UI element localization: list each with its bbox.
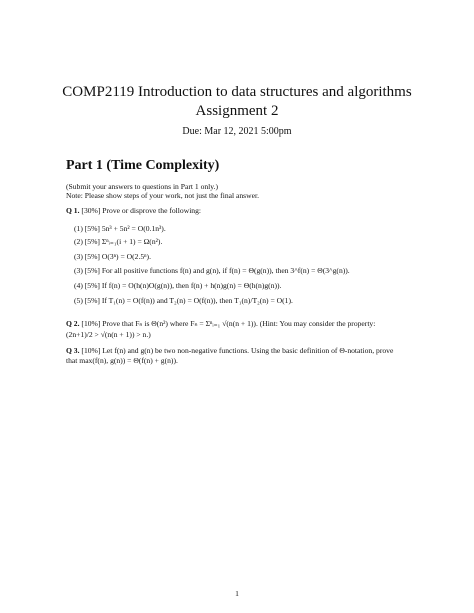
q3-label: Q 3. [66, 346, 80, 355]
question-1 [66, 206, 201, 216]
due-date: Due: Mar 12, 2021 5:00pm [182, 126, 292, 137]
q2-line1: [10%] Prove that Fₙ is Θ(n²) where Fₙ = Σⁿᵢ₌₁ √(n(n + 1)). (Hint: You may consider the property: [81, 319, 376, 328]
submit-note: (Submit your answers to questions in Part 1 only.) [66, 182, 219, 191]
q1-text: [30%] Prove or disprove the following: [81, 206, 202, 215]
q3-line2: that max(f(n), g(n)) = Θ(f(n) + g(n)). [66, 356, 178, 365]
question-3 [66, 346, 393, 356]
q2-label: Q 2. [66, 319, 80, 328]
q3-line1: [10%] Let f(n) and g(n) be two non-negative functions. Using the basic definition of Θ-notation, prove [81, 346, 394, 355]
q1-item-5: (5) [5%] If T₁(n) = O(f(n)) and T₂(n) = O(f(n)), then T₁(n)/T₂(n) = O(1). [74, 296, 293, 305]
question-2 [66, 319, 375, 329]
q1-item-4: (4) [5%] If f(n) = O(h(n)O(g(n)), then f(n) + h(n)g(n) = Θ(h(n)g(n)). [74, 281, 282, 290]
q2-line2: (2n+1)/2 > √(n(n + 1)) > n.) [66, 330, 151, 339]
q1-item-2: (2) [5%] Σⁿᵢ₌₁(i + 1) = Ω(n²). [74, 237, 163, 246]
part-heading: Part 1 (Time Complexity) [66, 158, 220, 173]
page-number: 1 [235, 589, 239, 598]
q1-item-3b: (3) [5%] For all positive functions f(n) and g(n), if f(n) = Θ(g(n)), then 3^f(n) = Θ(3^g(n)). [74, 266, 350, 275]
q1-item-3: (3) [5%] O(3ⁿ) = O(2.5ⁿ). [74, 252, 151, 261]
steps-note: Note: Please show steps of your work, not just the final answer. [66, 191, 259, 200]
q1-label: Q 1. [66, 206, 80, 215]
q1-item-1: (1) [5%] 5n³ + 5n² = O(0.1n³). [74, 224, 166, 233]
course-title: COMP2119 Introduction to data structures and algorithms [62, 84, 412, 100]
assignment-title: Assignment 2 [195, 103, 279, 119]
